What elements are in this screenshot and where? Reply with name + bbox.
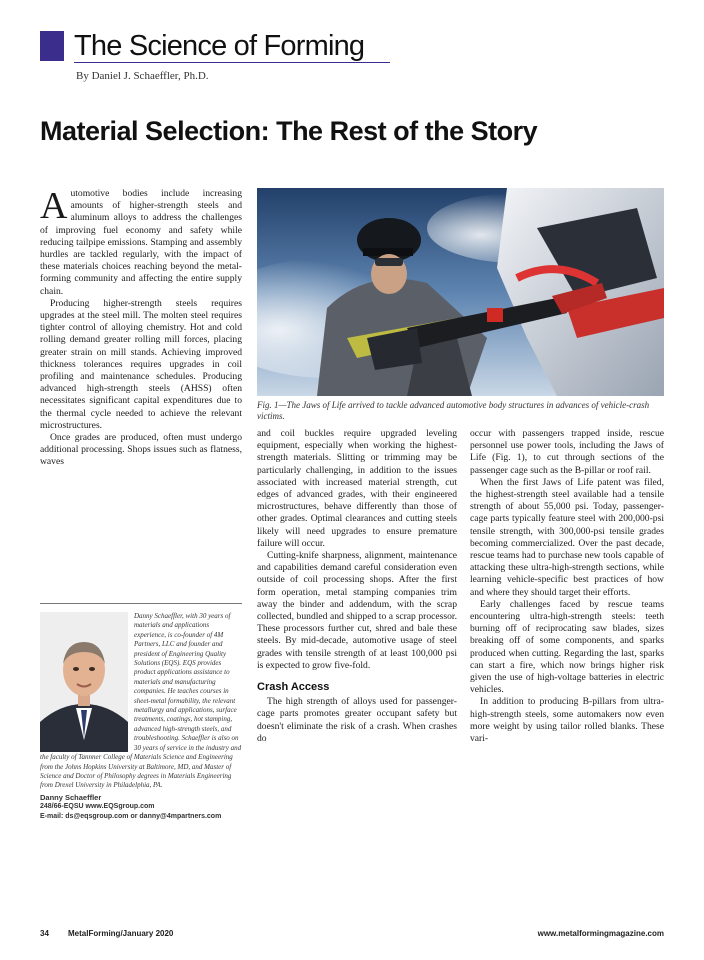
author-bio (40, 612, 242, 920)
header-rule (74, 62, 390, 63)
paragraph: utomotive bodies include increasing amounts of higher-strength steels and aluminum alloys to address the challenges of improving fuel economy and safety while reducing tailpipe emissions. Stamping and assembly hurdles are tackled regularly, with the impact of these materials choices reaching beyond the metal-forming community and affecting the entire supply chain. (40, 188, 242, 297)
footer-website: www.metalformingmagazine.com (537, 929, 664, 938)
drop-cap: A (40, 188, 68, 227)
bio-phone: 248/66-EQSU www.EQSgroup.com (40, 803, 155, 811)
paragraph: Early challenges faced by rescue teams encountering ultra-high-strength steels: teeth burning off of reciprocating saw blades, sizes breaking off of some components, and sparks produced when cutting. Regarding the last, sparks can start a fire, which now brings higher risk given the use of high-voltage batteries in electric vehicles. (470, 598, 664, 696)
figure-photo (257, 188, 664, 396)
footer-publication: MetalForming/January 2020 (68, 929, 174, 938)
paragraph: Once grades are produced, often must undergo additional processing. Shops issues such as flatness, waves (40, 432, 242, 468)
column-title: The Science of Forming (74, 30, 365, 62)
byline: By Daniel J. Schaeffler, Ph.D. (76, 70, 209, 82)
figure-caption: Fig. 1—The Jaws of Life arrived to tackle advanced automotive body structures in advances of vehicle-crash victims. (257, 400, 650, 421)
page-number: 34 (40, 929, 49, 938)
bio-text: Danny Schaeffler, with 30 years of materials and applications experience, is co-founder of 4M Partners, LLC and founder and president of Engineering Quality Solutions (EQS). EQS provides product applications assistance to materials and manufacturing companies. He teaches courses in sheet-metal formability, the relevant metallurgy and applications, surface treatments, coatings, hot stamping, advanced high-strength steels, and troubleshooting. Schaeffler is also on 30 years of service in the industry and the faculty of Tannner College of Materials Science and Engineering from the Johns Hopkins University at Baltimore, MD, and Master of Science and Doctor of Philosophy degrees in Materials Engineering from Drexel University in Philadelphia, PA. (40, 612, 242, 790)
paragraph: In addition to producing B-pillars from ultra-high-strength steels, some automakers now even more weight by using tailor rolled blanks. These vari- (470, 696, 664, 745)
paragraph: occur with passengers trapped inside, rescue personnel use power tools, including the Jaws of Life (Fig. 1), to cut through sections of the passenger cage such as the B-pillar or roof rail. (470, 428, 664, 476)
bio-email: E-mail: ds@eqsgroup.com or danny@4mpartners.com (40, 812, 222, 820)
article-column-1 (40, 188, 242, 588)
section-subhead: Crash Access (257, 681, 330, 694)
paragraph: and coil buckles require upgraded leveling equipment, especially when working the highest-strength materials. Slitting or trimming may be particularly challenging, in addition to the issues associated with increased material strength, cut edges of advanced grades, with their engineered microstructures, behave differently than those of other grades. Optimal clearances and cutting steels likely will need upgrades to ensure premature failure will occur. (257, 428, 457, 549)
column-accent-bar (40, 31, 64, 61)
paragraph: The high strength of alloys used for passenger-cage parts promotes greater occupant safety but doesn't eliminate the risk of a crash. When crashes do (257, 696, 457, 744)
paragraph: Producing higher-strength steels requires upgrades at the steel mill. The molten steel requires tighter control of alloying chemistry. Hot and cold rolling demand greater rolling mill forces, placing greater strain on mill stands. Achieving improved thickness tolerances requires upgrades in coil profiling and maintenance schedules. Producing advanced high-strength steels (AHSS) often necessitates significant capital expenditures due to the thermal cycle needed to achieve the relevant microstructures. (40, 297, 242, 431)
article-title: Material Selection: The Rest of the Story (40, 116, 538, 146)
article-column-3 (470, 428, 664, 918)
article-column-2 (257, 428, 457, 918)
bio-rule (40, 603, 242, 604)
paragraph: Cutting-knife sharpness, alignment, maintenance and capabilities demand careful consideration even outside of coil processing shops. After the first form operation, metal stamping companies trim away the binder and addendum, with the scrap collected, bundled and shipped to a scrap processor. These processors further cut, shred and bale these steels. By mid-decade, automotive usage of steel grades with tensile strength of at least 100,000 psi is expected to grow five-fold. (257, 550, 457, 671)
bio-name: Danny Schaeffler (40, 792, 102, 802)
paragraph: When the first Jaws of Life patent was filed, the highest-strength steel available had a tensile strength of about 55,000 psi. Today, passenger-cage parts typically feature steel with 200,000-psi tensile strength, with 300,000-psi tensile grades becoming commercialized. Over the past decade, rescue teams had to purchase new tools capable of attacking these ultra-high-strength sections, while learning vehicle-specific best practices of how and where they should target their efforts. (470, 476, 664, 598)
